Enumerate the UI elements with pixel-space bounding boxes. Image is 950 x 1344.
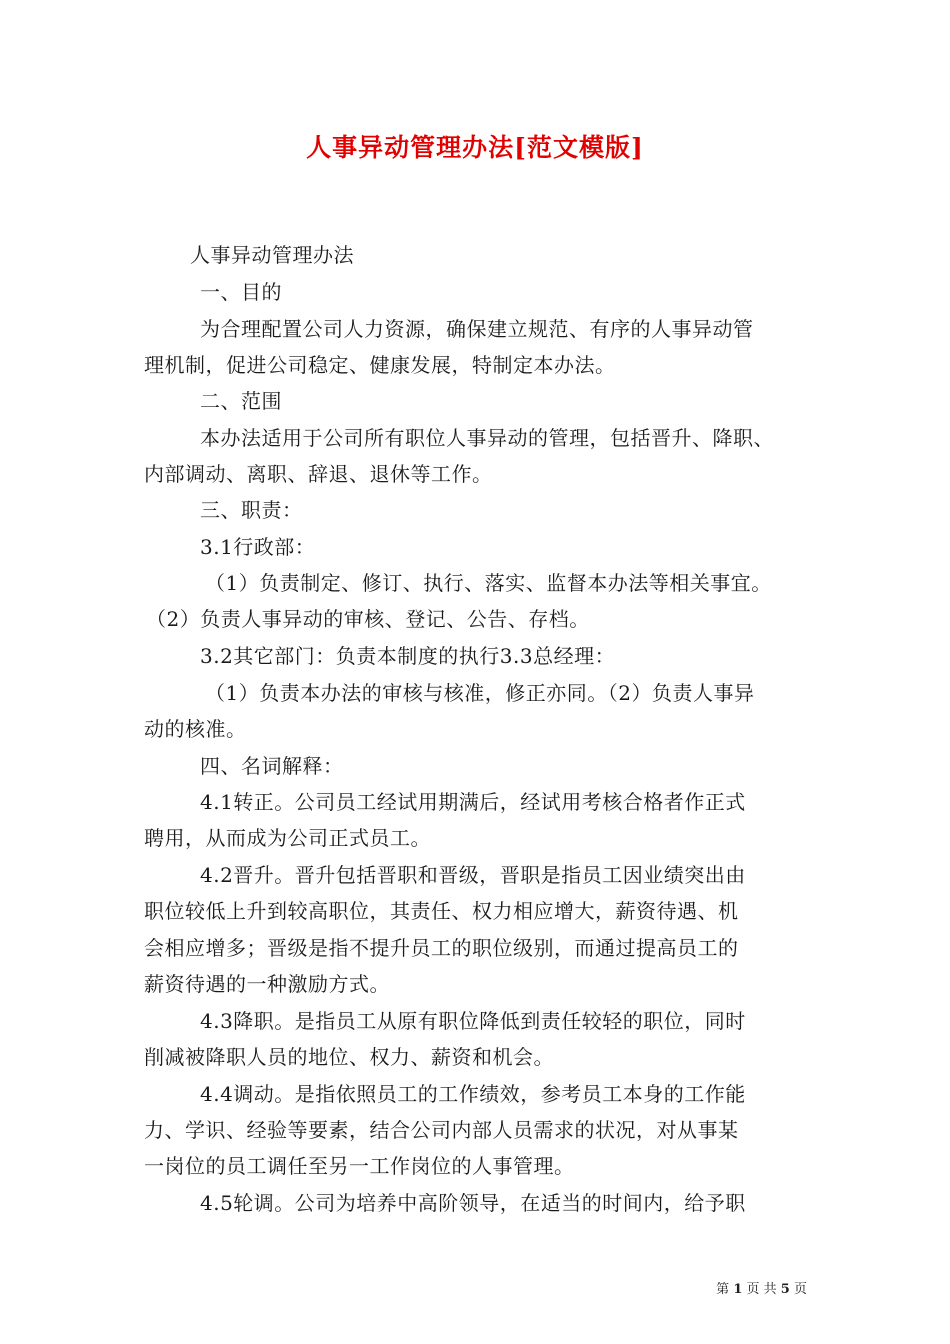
body-line: 一岗位的员工调任至另一工作岗位的人事管理。 (144, 1154, 575, 1178)
body-line: 会相应增多；晋级是指不提升员工的职位级别，而通过提高员工的 (144, 936, 739, 960)
body-line: 4.5轮调。公司为培养中高阶领导，在适当的时间内，给予职 (200, 1191, 746, 1215)
body-line: （1）负责制定、修订、执行、落实、监督本办法等相关事宜。 (205, 571, 772, 595)
body-line: 聘用，从而成为公司正式员工。 (144, 826, 431, 850)
body-line: 三、职责： (200, 498, 303, 522)
body-line: 4.2晋升。晋升包括晋职和晋级，晋职是指员工因业绩突出由 (200, 863, 746, 887)
body-line: （1）负责本办法的审核与核准，修正亦同。（2）负责人事异 (205, 681, 755, 705)
body-line: 内部调动、离职、辞退、退休等工作。 (144, 462, 493, 486)
body-line: 二、范围 (200, 389, 282, 413)
body-line: 4.3降职。是指员工从原有职位降低到责任较轻的职位，同时 (200, 1009, 746, 1033)
body-line: 削减被降职人员的地位、权力、薪资和机会。 (144, 1045, 554, 1069)
body-line: 人事异动管理办法 (190, 243, 354, 267)
page-footer (716, 1278, 807, 1297)
body-line: 3.2其它部门：负责本制度的执行3.3总经理： (200, 644, 616, 668)
body-line: 职位较低上升到较高职位，其责任、权力相应增大，薪资待遇、机 (144, 899, 739, 923)
total-page-number: 5 (780, 1282, 790, 1297)
body-line: 薪资待遇的一种激励方式。 (144, 972, 390, 996)
body-line: 四、名词解释： (200, 754, 344, 778)
footer-middle: 页 共 (746, 1282, 777, 1297)
body-line: 4.4调动。是指依照员工的工作绩效，参考员工本身的工作能 (200, 1082, 746, 1106)
footer-prefix: 第 (716, 1282, 730, 1297)
body-line: 力、学识、经验等要素，结合公司内部人员需求的状况，对从事某 (144, 1118, 739, 1142)
body-line: 一、目的 (200, 280, 282, 304)
body-line: 为合理配置公司人力资源，确保建立规范、有序的人事异动管 (200, 317, 754, 341)
body-line: 3.1行政部： (200, 535, 316, 559)
body-line: （2）负责人事异动的审核、登记、公告、存档。 (146, 607, 590, 631)
body-line: 动的核准。 (144, 717, 247, 741)
body-line: 理机制，促进公司稳定、健康发展，特制定本办法。 (144, 353, 616, 377)
body-line: 本办法适用于公司所有职位人事异动的管理，包括晋升、降职、 (200, 426, 774, 450)
footer-suffix: 页 (793, 1282, 807, 1297)
current-page-number: 1 (733, 1282, 743, 1297)
document-title: 人事异动管理办法[范文模版] (306, 133, 644, 162)
body-line: 4.1转正。公司员工经试用期满后，经试用考核合格者作正式 (200, 790, 746, 814)
